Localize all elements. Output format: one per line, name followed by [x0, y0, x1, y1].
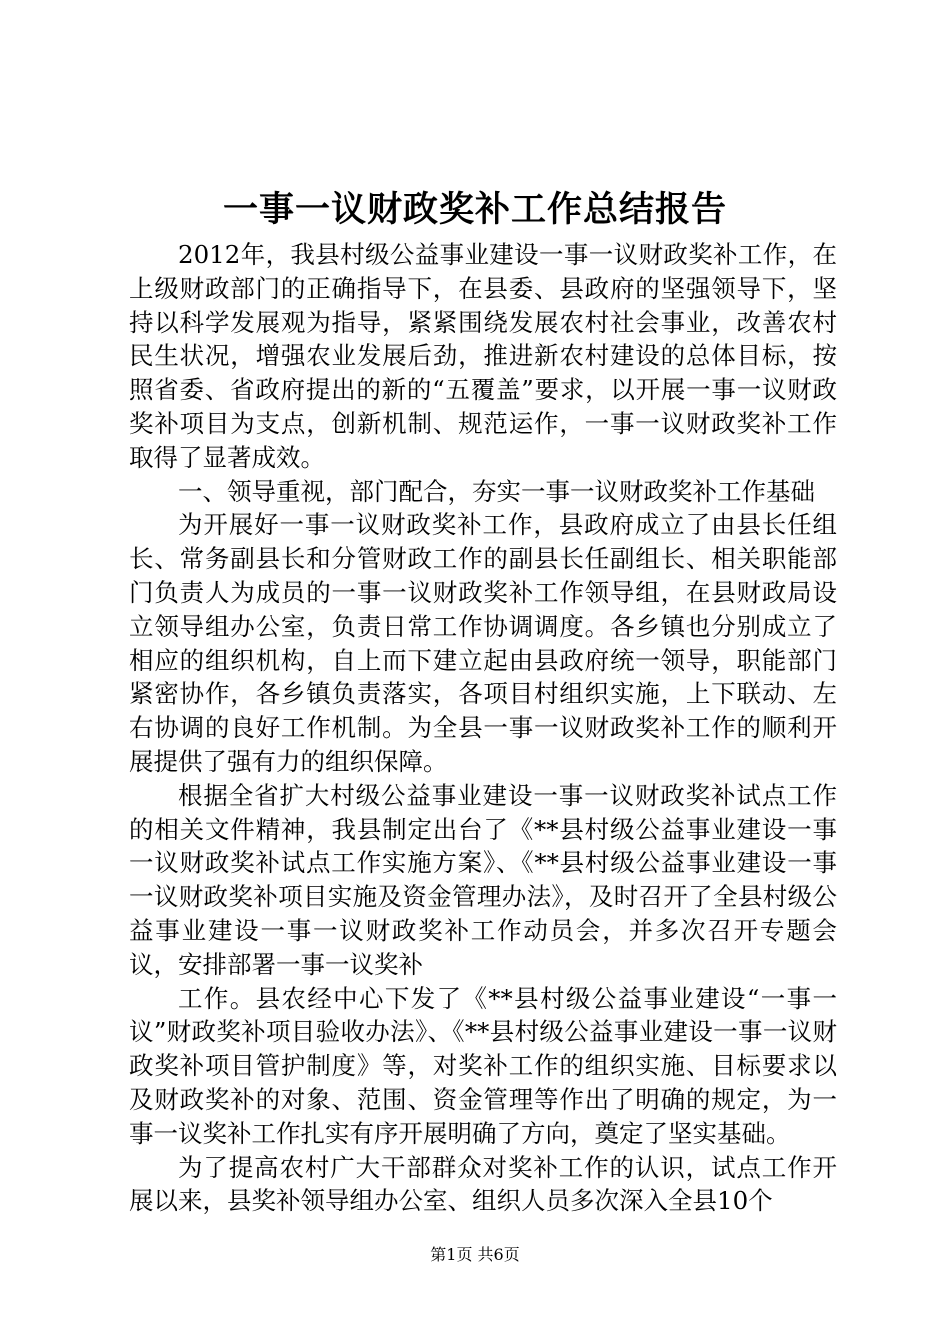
document-title: 一事一议财政奖补工作总结报告	[222, 189, 727, 230]
paragraph-leadership: 为开展好一事一议财政奖补工作，县政府成立了由县长任组长、常务副县长和分管财政工作的副县长任副组长、相关职能部门负责人为成员的一事一议财政奖补工作领导组，在县财政局设立领导组办公室，负责日常工作协调调度。各乡镇也分别成立了相应的组织机构，自上而下建立起由县政府统一领导，职能部门紧密协作，各乡镇负责落实，各项目村组织实施，上下联动、左右协调的良好工作机制。为全县一事一议财政奖补工作的顺利开展提供了强有力的组织保障。	[129, 510, 837, 776]
document-body	[129, 238, 837, 1218]
paragraph-intro: 2012年，我县村级公益事业建设一事一议财政奖补工作，在上级财政部门的正确指导下，在县委、县政府的坚强领导下，坚持以科学发展观为指导，紧紧围绕发展农村社会事业，改善农村民生状况，增强农业发展后劲，推进新农村建设的总体目标，按照省委、省政府提出的新的“五覆盖”要求，以开展一事一议财政奖补项目为支点，创新机制、规范运作，一事一议财政奖补工作取得了显著成效。	[129, 240, 837, 472]
paragraph-regulations: 工作。县农经中心下发了《**县村级公益事业建设“一事一议”财政奖补项目验收办法》、《**县村级公益事业建设一事一议财政奖补项目管护制度》等，对奖补工作的组织实施、目标要求以及财政奖补的对象、范围、资金管理等作出了明确的规定，为一事一议奖补工作扎实有序开展明确了方向，奠定了坚实基础。	[129, 983, 837, 1148]
paragraph-policy: 根据全省扩大村级公益事业建设一事一议财政奖补试点工作的相关文件精神，我县制定出台了《**县村级公益事业建设一事一议财政奖补试点工作实施方案》、《**县村级公益事业建设一事一议财政奖补项目实施及资金管理办法》，及时召开了全县村级公益事业建设一事一议财政奖补工作动员会，并多次召开专题会议，安排部署一事一议奖补	[129, 780, 837, 979]
section-heading-1: 一、领导重视，部门配合，夯实一事一议财政奖补工作基础	[178, 476, 815, 506]
page-footer: 第1页 共6页	[430, 1245, 520, 1264]
paragraph-awareness: 为了提高农村广大干部群众对奖补工作的认识，试点工作开展以来，县奖补领导组办公室、组织人员多次深入全县10个	[129, 1152, 837, 1216]
